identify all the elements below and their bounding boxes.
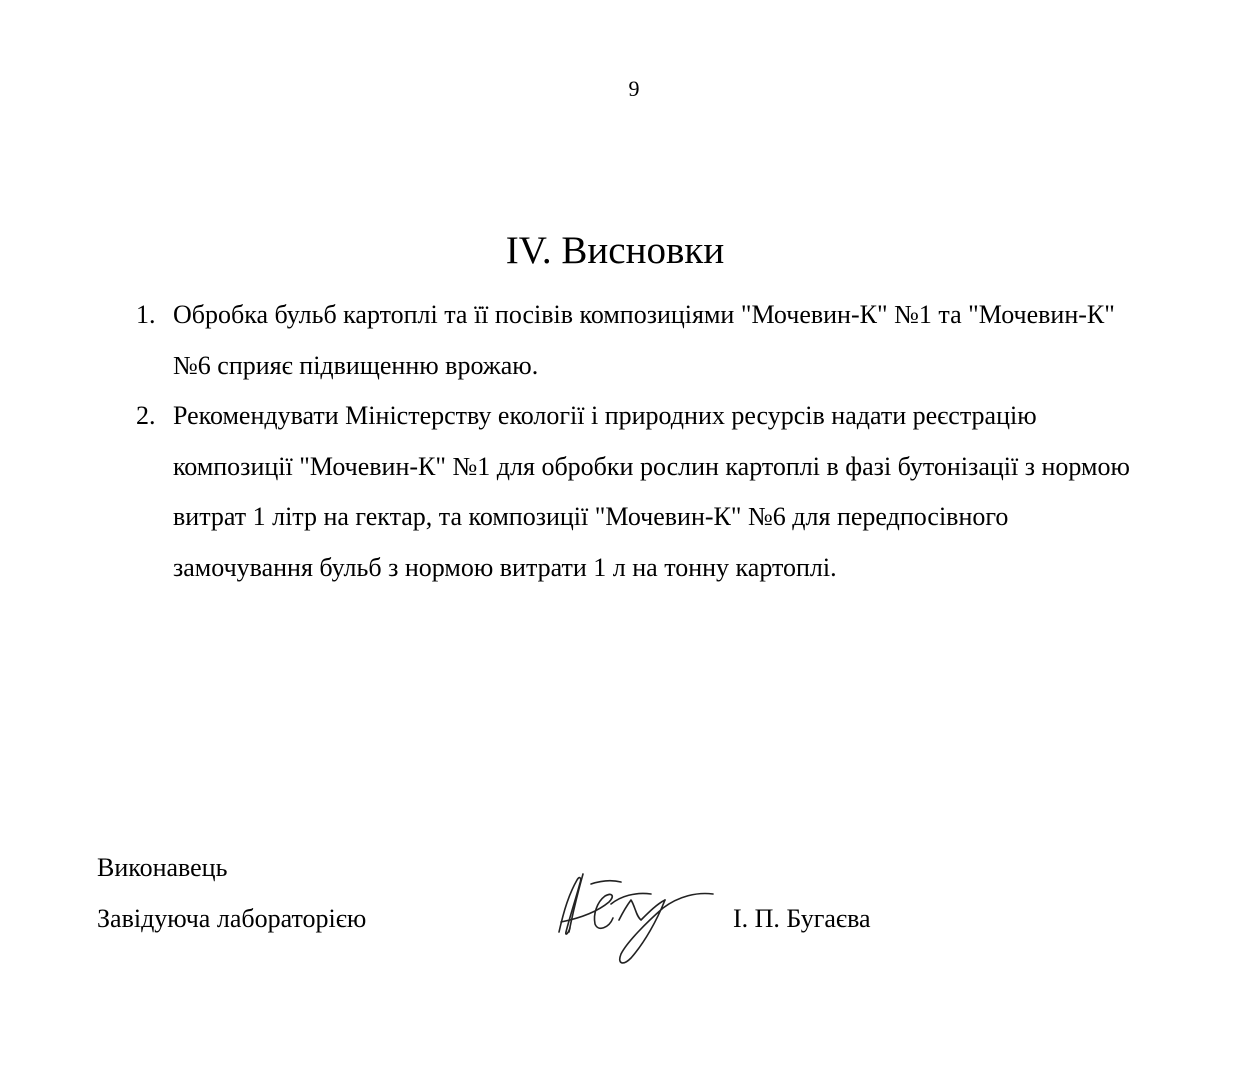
conclusion-number: 2. bbox=[136, 401, 156, 430]
conclusion-item bbox=[0, 391, 1148, 593]
section-title: IV. Висновки bbox=[505, 229, 725, 272]
conclusion-text: Обробка бульб картоплі та її посівів композиціями "Мочевин-К" №1 та "Мочевин-К" №6 сприяє підвищенню врожаю. bbox=[173, 300, 1115, 380]
signatory-name: І. П. Бугаєва bbox=[733, 904, 871, 933]
handwritten-signature bbox=[555, 862, 720, 970]
conclusion-number: 1. bbox=[136, 300, 156, 329]
conclusion-text: Рекомендувати Міністерству екології і природних ресурсів надати реєстрацію композиції "Мочевин-К" №1 для обробки рослин картоплі в фазі бутонізації з нормою витрат 1 літр на гектар, та композиції "Мочевин-К" №6 для передпосівного замочування бульб з нормою витрати 1 л на тонну картоплі. bbox=[173, 401, 1130, 582]
signature-role: Виконавець bbox=[97, 853, 228, 882]
conclusion-item bbox=[0, 290, 1148, 391]
signature-position: Завідуюча лабораторією bbox=[97, 904, 367, 933]
conclusions-list bbox=[0, 290, 1240, 593]
page-number: 9 bbox=[628, 76, 640, 101]
